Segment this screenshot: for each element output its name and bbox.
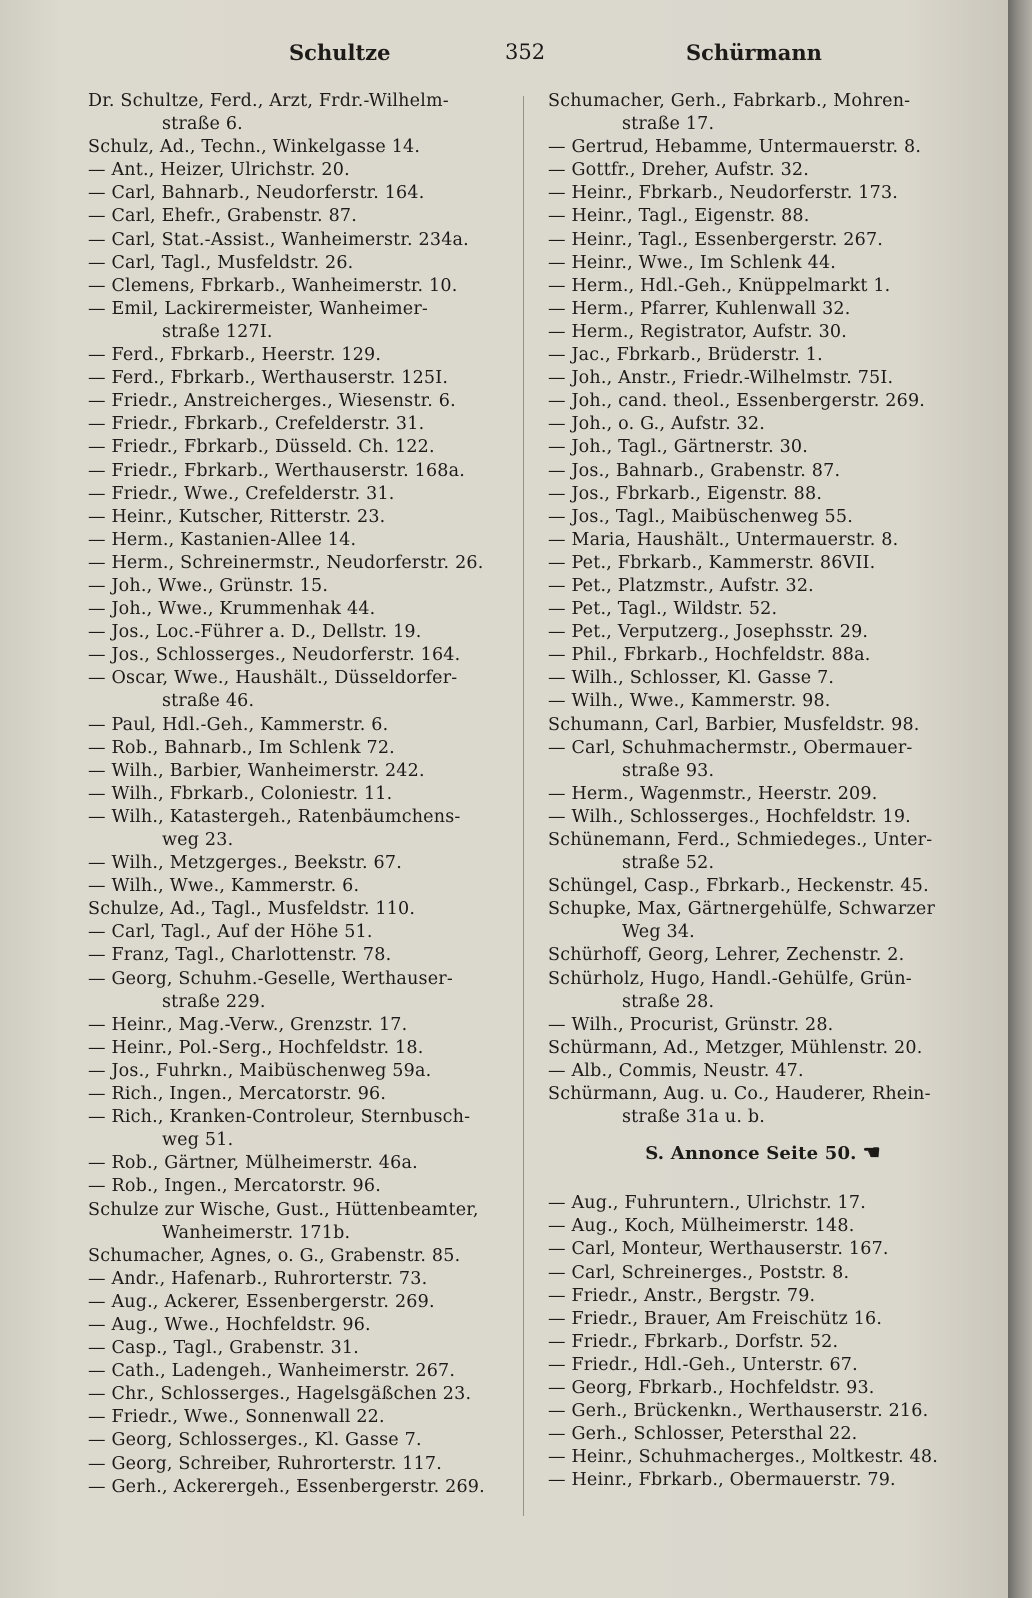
directory-entry bbox=[88, 321, 518, 344]
entry-text: — Herm., Pfarrer, Kuhlenwall 32. bbox=[548, 298, 851, 319]
entry-text: — Jos., Bahnarb., Grabenstr. 87. bbox=[548, 460, 841, 481]
directory-entry bbox=[88, 1152, 518, 1175]
directory-entry bbox=[88, 460, 518, 483]
directory-entry bbox=[548, 113, 978, 136]
directory-entry bbox=[88, 575, 518, 598]
entry-text: Schulze, Ad., Tagl., Musfeldstr. 110. bbox=[88, 899, 416, 920]
directory-entry bbox=[88, 714, 518, 737]
entry-text: — Aug., Koch, Mülheimerstr. 148. bbox=[548, 1216, 855, 1237]
entry-text: — Carl, Schuhmachermstr., Obermauer- bbox=[548, 737, 913, 758]
header-left-word: Schultze bbox=[289, 40, 391, 65]
entry-text: — Heinr., Fbrkarb., Obermauerstr. 79. bbox=[548, 1470, 896, 1491]
directory-entry bbox=[88, 1453, 518, 1476]
directory-entry bbox=[88, 829, 518, 852]
entry-text: Schupke, Max, Gärtnergehülfe, Schwarzer bbox=[548, 899, 936, 920]
directory-entry bbox=[88, 1383, 518, 1406]
directory-entry bbox=[548, 413, 978, 436]
directory-entry bbox=[548, 529, 978, 552]
entry-text: — Carl, Tagl., Auf der Höhe 51. bbox=[88, 922, 373, 943]
directory-entry bbox=[548, 737, 978, 760]
entry-text: — Wilh., Wwe., Kammerstr. 6. bbox=[88, 876, 360, 897]
directory-entry bbox=[548, 1354, 978, 1377]
entry-text: — Georg, Schuhm.-Geselle, Werthauser- bbox=[88, 968, 453, 989]
entry-text: — Carl, Tagl., Musfeldstr. 26. bbox=[88, 252, 354, 273]
entry-text: — Pet., Tagl., Wildstr. 52. bbox=[548, 599, 778, 620]
entry-text: Schüngel, Casp., Fbrkarb., Heckenstr. 45. bbox=[548, 876, 929, 897]
entry-text: — Pet., Platzmstr., Aufstr. 32. bbox=[548, 575, 814, 596]
entry-text: straße 6. bbox=[162, 114, 243, 135]
directory-entry bbox=[548, 1083, 978, 1106]
entry-text: — Gerh., Brückenkn., Werthauserstr. 216. bbox=[548, 1401, 929, 1422]
entry-text: — Joh., o. G., Aufstr. 32. bbox=[548, 414, 765, 435]
directory-entry bbox=[88, 667, 518, 690]
entry-text: Dr. Schultze, Ferd., Arzt, Frdr.-Wilhelm- bbox=[88, 91, 449, 111]
entry-text: — Friedr., Wwe., Sonnenwall 22. bbox=[88, 1407, 385, 1428]
entry-text: Schumacher, Agnes, o. G., Grabenstr. 85. bbox=[88, 1245, 461, 1266]
directory-entry bbox=[548, 367, 978, 390]
entry-text: — Joh., cand. theol., Essenbergerstr. 269. bbox=[548, 391, 926, 412]
entry-text: Schünemann, Ferd., Schmiedeges., Unter- bbox=[548, 830, 933, 850]
entry-text: — Heinr., Tagl., Eigenstr. 88. bbox=[548, 206, 810, 227]
entry-text: straße 229. bbox=[162, 991, 266, 1012]
entry-text: — Heinr., Tagl., Essenbergerstr. 267. bbox=[548, 229, 884, 250]
entry-text: Schumacher, Gerh., Fabrkarb., Mohren- bbox=[548, 91, 911, 111]
entry-text: — Wilh., Katastergeh., Ratenbäumchens- bbox=[88, 806, 461, 827]
directory-entry bbox=[548, 1215, 978, 1238]
directory-entry bbox=[548, 229, 978, 252]
entry-text: — Georg, Schlosserges., Kl. Gasse 7. bbox=[88, 1430, 422, 1451]
directory-entry bbox=[88, 390, 518, 413]
directory-entry bbox=[548, 644, 978, 667]
directory-entry bbox=[88, 1314, 518, 1337]
directory-entry bbox=[548, 344, 978, 367]
entry-text: — Gertrud, Hebamme, Untermauerstr. 8. bbox=[548, 137, 922, 158]
directory-entry bbox=[548, 483, 978, 506]
entry-text: — Wilh., Barbier, Wanheimerstr. 242. bbox=[88, 760, 425, 781]
directory-entry bbox=[88, 483, 518, 506]
directory-entry bbox=[548, 690, 978, 713]
entry-text: Schulz, Ad., Techn., Winkelgasse 14. bbox=[88, 137, 421, 158]
entry-text: straße 93. bbox=[622, 760, 715, 781]
entry-text: — Cath., Ladengeh., Wanheimerstr. 267. bbox=[88, 1361, 456, 1382]
entry-text: — Franz, Tagl., Charlottenstr. 78. bbox=[88, 945, 392, 966]
directory-entry bbox=[548, 390, 978, 413]
directory-entry bbox=[88, 252, 518, 275]
entry-text: — Friedr., Fbrkarb., Crefelderstr. 31. bbox=[88, 414, 425, 435]
entry-text: — Friedr., Fbrkarb., Dorfstr. 52. bbox=[548, 1331, 839, 1352]
entry-text: — Emil, Lackirermeister, Wanheimer- bbox=[88, 298, 429, 319]
entry-text: — Gerh., Schlosser, Petersthal 22. bbox=[548, 1424, 858, 1445]
entry-text: — Friedr., Hdl.-Geh., Unterstr. 67. bbox=[548, 1354, 858, 1375]
directory-entry bbox=[548, 667, 978, 690]
directory-entry bbox=[88, 1360, 518, 1383]
directory-entry bbox=[88, 1175, 518, 1198]
entry-text: — Herm., Registrator, Aufstr. 30. bbox=[548, 321, 848, 342]
directory-entry bbox=[88, 1268, 518, 1291]
entry-text: — Rich., Kranken-Controleur, Sternbusch- bbox=[88, 1107, 471, 1128]
entry-text: — Maria, Haushält., Untermauerstr. 8. bbox=[548, 529, 899, 550]
directory-entry bbox=[548, 252, 978, 275]
directory-entry bbox=[88, 1406, 518, 1429]
directory-entry bbox=[548, 1037, 978, 1060]
directory-entry bbox=[88, 159, 518, 182]
entry-text: — Jos., Fuhrkn., Maibüschenweg 59a. bbox=[88, 1060, 432, 1081]
directory-entry bbox=[548, 1106, 978, 1129]
entry-text: — Rob., Gärtner, Mülheimerstr. 46a. bbox=[88, 1153, 418, 1174]
header-right-word: Schürmann bbox=[686, 40, 822, 65]
entry-text: — Carl, Bahnarb., Neudorferstr. 164. bbox=[88, 183, 425, 204]
directory-entry bbox=[88, 898, 518, 921]
directory-entry bbox=[88, 1245, 518, 1268]
entry-text: Weg 34. bbox=[622, 922, 695, 943]
annonce-notice bbox=[548, 1132, 978, 1172]
directory-entry bbox=[548, 898, 978, 921]
entry-text: — Paul, Hdl.-Geh., Kammerstr. 6. bbox=[88, 714, 389, 735]
entry-text: — Wilh., Procurist, Grünstr. 28. bbox=[548, 1014, 834, 1035]
directory-entry bbox=[88, 436, 518, 459]
entry-text: — Heinr., Pol.-Serg., Hochfeldstr. 18. bbox=[88, 1037, 424, 1058]
entry-text: — Jos., Tagl., Maibüschenweg 55. bbox=[548, 506, 853, 527]
directory-entry bbox=[548, 829, 978, 852]
entry-text: — Carl, Schreinerges., Poststr. 8. bbox=[548, 1262, 850, 1283]
directory-entry bbox=[88, 1083, 518, 1106]
directory-entry bbox=[88, 1199, 518, 1222]
directory-entry bbox=[548, 1262, 978, 1285]
entry-text: — Rob., Bahnarb., Im Schlenk 72. bbox=[88, 737, 395, 758]
entry-text: — Wilh., Schlosser, Kl. Gasse 7. bbox=[548, 668, 835, 689]
directory-entry bbox=[88, 205, 518, 228]
directory-entry bbox=[548, 321, 978, 344]
entry-text: straße 52. bbox=[622, 853, 715, 874]
entry-text: — Jac., Fbrkarb., Brüderstr. 1. bbox=[548, 345, 823, 366]
entry-text: — Ferd., Fbrkarb., Heerstr. 129. bbox=[88, 345, 382, 366]
directory-entry bbox=[88, 1291, 518, 1314]
entry-text: — Herm., Wagenmstr., Heerstr. 209. bbox=[548, 783, 878, 804]
directory-entry bbox=[88, 344, 518, 367]
entry-text: straße 127I. bbox=[162, 321, 273, 342]
entry-text: — Clemens, Fbrkarb., Wanheimerstr. 10. bbox=[88, 275, 458, 296]
entry-text: — Gerh., Ackerergeh., Essenbergerstr. 269. bbox=[88, 1476, 485, 1497]
entry-text: — Joh., Wwe., Grünstr. 15. bbox=[88, 575, 329, 596]
directory-entry bbox=[88, 136, 518, 159]
directory-entry bbox=[88, 968, 518, 991]
directory-entry bbox=[548, 1285, 978, 1308]
directory-entry bbox=[548, 991, 978, 1014]
directory-entry bbox=[548, 460, 978, 483]
directory-entry bbox=[88, 1037, 518, 1060]
directory-entry bbox=[548, 506, 978, 529]
page-header bbox=[0, 40, 1008, 74]
directory-entry bbox=[88, 1429, 518, 1452]
entry-text: — Herm., Kastanien-Allee 14. bbox=[88, 529, 357, 550]
directory-entry bbox=[548, 944, 978, 967]
entry-text: — Joh., Wwe., Krummenhak 44. bbox=[88, 599, 376, 620]
entry-text: weg 51. bbox=[162, 1130, 234, 1151]
directory-entry bbox=[548, 875, 978, 898]
directory-entry bbox=[548, 1238, 978, 1261]
directory-entry bbox=[88, 298, 518, 321]
directory-entry bbox=[548, 136, 978, 159]
directory-entry bbox=[548, 714, 978, 737]
directory-entry bbox=[88, 737, 518, 760]
directory-entry bbox=[88, 367, 518, 390]
directory-entry bbox=[548, 1014, 978, 1037]
entry-text: — Pet., Verputzerg., Josephsstr. 29. bbox=[548, 622, 869, 643]
entry-text: — Georg, Schreiber, Ruhrorterstr. 117. bbox=[88, 1453, 443, 1474]
entry-text: — Chr., Schlosserges., Hagelsgäßchen 23. bbox=[88, 1384, 472, 1405]
entry-text: — Carl, Monteur, Werthauserstr. 167. bbox=[548, 1239, 889, 1260]
entry-text: — Ant., Heizer, Ulrichstr. 20. bbox=[88, 160, 350, 181]
entry-text: Schulze zur Wische, Gust., Hüttenbeamter, bbox=[88, 1199, 479, 1220]
entry-text: — Pet., Fbrkarb., Kammerstr. 86VII. bbox=[548, 552, 876, 573]
directory-entry bbox=[548, 1377, 978, 1400]
directory-entry bbox=[548, 806, 978, 829]
entry-text: — Wilh., Wwe., Kammerstr. 98. bbox=[548, 691, 831, 712]
directory-entry bbox=[88, 875, 518, 898]
entry-text: — Wilh., Fbrkarb., Coloniestr. 11. bbox=[88, 783, 393, 804]
entry-text: straße 46. bbox=[162, 691, 255, 712]
entry-text: — Heinr., Fbrkarb., Neudorferstr. 173. bbox=[548, 183, 899, 204]
entry-text: Schumann, Carl, Barbier, Musfeldstr. 98. bbox=[548, 714, 920, 735]
directory-entry bbox=[548, 1308, 978, 1331]
entry-text: — Alb., Commis, Neustr. 47. bbox=[548, 1060, 804, 1081]
entry-text: — Carl, Stat.-Assist., Wanheimerstr. 234a. bbox=[88, 229, 469, 250]
directory-entry bbox=[548, 1060, 978, 1083]
directory-entry bbox=[548, 205, 978, 228]
page-number: 352 bbox=[505, 40, 546, 64]
directory-entry bbox=[88, 229, 518, 252]
entry-text: — Joh., Anstr., Friedr.-Wilhelmstr. 75I. bbox=[548, 368, 894, 389]
entry-text: — Oscar, Wwe., Haushält., Düsseldorfer- bbox=[88, 668, 458, 689]
directory-entry bbox=[548, 1446, 978, 1469]
entry-text: straße 31a u. b. bbox=[622, 1107, 766, 1128]
entry-text: — Aug., Wwe., Hochfeldstr. 96. bbox=[88, 1314, 371, 1335]
entry-text: — Gottfr., Dreher, Aufstr. 32. bbox=[548, 160, 809, 181]
directory-entry bbox=[548, 275, 978, 298]
entry-text: — Jos., Loc.-Führer a. D., Dellstr. 19. bbox=[88, 622, 422, 643]
entry-text: straße 17. bbox=[622, 114, 715, 135]
directory-entry bbox=[548, 1423, 978, 1446]
entry-text: — Rich., Ingen., Mercatorstr. 96. bbox=[88, 1084, 387, 1105]
left-column bbox=[88, 90, 518, 1499]
directory-entry bbox=[88, 1337, 518, 1360]
directory-entry bbox=[548, 182, 978, 205]
directory-entry bbox=[88, 621, 518, 644]
directory-entry bbox=[88, 182, 518, 205]
directory-entry bbox=[88, 690, 518, 713]
column-divider bbox=[523, 96, 524, 1516]
entry-text: — Heinr., Wwe., Im Schlenk 44. bbox=[548, 252, 837, 273]
entry-text: — Ferd., Fbrkarb., Werthauserstr. 125I. bbox=[88, 368, 449, 389]
entry-text: — Friedr., Anstr., Bergstr. 79. bbox=[548, 1285, 816, 1306]
directory-entry bbox=[88, 1060, 518, 1083]
entry-text: — Heinr., Mag.-Verw., Grenzstr. 17. bbox=[88, 1014, 408, 1035]
entry-text: — Andr., Hafenarb., Ruhrorterstr. 73. bbox=[88, 1268, 428, 1289]
directory-entry bbox=[88, 113, 518, 136]
entry-text: Schürmann, Aug. u. Co., Hauderer, Rhein- bbox=[548, 1084, 931, 1105]
directory-entry bbox=[88, 552, 518, 575]
directory-entry bbox=[548, 298, 978, 321]
directory-entry bbox=[88, 529, 518, 552]
entry-text: — Heinr., Schuhmacherges., Moltkestr. 48. bbox=[548, 1447, 938, 1468]
directory-entry bbox=[548, 1192, 978, 1215]
directory-entry bbox=[88, 921, 518, 944]
directory-entry bbox=[548, 436, 978, 459]
directory-entry bbox=[88, 760, 518, 783]
directory-entry bbox=[88, 90, 518, 113]
directory-entry bbox=[548, 760, 978, 783]
directory-entry bbox=[88, 1014, 518, 1037]
entry-text: Schürholz, Hugo, Handl.-Gehülfe, Grün- bbox=[548, 968, 912, 989]
entry-text: — Jos., Schlosserges., Neudorferstr. 164. bbox=[88, 645, 461, 666]
entry-text: — Georg, Fbrkarb., Hochfeldstr. 93. bbox=[548, 1377, 875, 1398]
directory-entry bbox=[88, 1129, 518, 1152]
directory-entry bbox=[88, 506, 518, 529]
entry-text: — Friedr., Fbrkarb., Werthauserstr. 168a. bbox=[88, 460, 466, 481]
entry-text: — Friedr., Fbrkarb., Düsseld. Ch. 122. bbox=[88, 437, 435, 458]
pointing-hand-icon: ☚ bbox=[862, 1140, 881, 1165]
directory-entry bbox=[88, 644, 518, 667]
directory-entry bbox=[88, 944, 518, 967]
directory-entry bbox=[548, 90, 978, 113]
directory-entry bbox=[548, 621, 978, 644]
directory-entry bbox=[548, 575, 978, 598]
entry-text: Wanheimerstr. 171b. bbox=[162, 1222, 351, 1243]
entry-text: — Joh., Tagl., Gärtnerstr. 30. bbox=[548, 437, 809, 458]
entry-text: — Wilh., Schlosserges., Hochfeldstr. 19. bbox=[548, 806, 911, 827]
directory-entry bbox=[548, 852, 978, 875]
directory-entry bbox=[548, 921, 978, 944]
entry-text: — Rob., Ingen., Mercatorstr. 96. bbox=[88, 1176, 381, 1197]
entry-text: straße 28. bbox=[622, 991, 715, 1012]
entry-text: — Phil., Fbrkarb., Hochfeldstr. 88a. bbox=[548, 645, 871, 666]
right-column bbox=[548, 90, 978, 1492]
entry-text: — Carl, Ehefr., Grabenstr. 87. bbox=[88, 206, 358, 227]
directory-entry bbox=[88, 806, 518, 829]
directory-entry bbox=[88, 413, 518, 436]
entry-text: — Casp., Tagl., Grabenstr. 31. bbox=[88, 1338, 360, 1359]
directory-entry bbox=[548, 1469, 978, 1492]
entry-text: — Aug., Ackerer, Essenbergerstr. 269. bbox=[88, 1291, 435, 1312]
directory-entry bbox=[88, 1476, 518, 1499]
entry-text: — Heinr., Kutscher, Ritterstr. 23. bbox=[88, 506, 386, 527]
entry-text: — Herm., Hdl.-Geh., Knüppelmarkt 1. bbox=[548, 275, 891, 296]
entry-text: Schürmann, Ad., Metzger, Mühlenstr. 20. bbox=[548, 1037, 923, 1058]
directory-entry bbox=[548, 1400, 978, 1423]
entry-text: — Friedr., Wwe., Crefelderstr. 31. bbox=[88, 483, 395, 504]
directory-entry bbox=[88, 275, 518, 298]
entry-text: — Friedr., Brauer, Am Freischütz 16. bbox=[548, 1308, 883, 1329]
page-edge-shadow bbox=[1008, 0, 1032, 1598]
entry-text: — Aug., Fuhruntern., Ulrichstr. 17. bbox=[548, 1193, 866, 1214]
directory-entry bbox=[88, 598, 518, 621]
directory-entry bbox=[548, 159, 978, 182]
entry-text: — Jos., Fbrkarb., Eigenstr. 88. bbox=[548, 483, 823, 504]
entry-text: weg 23. bbox=[162, 830, 234, 850]
directory-entry bbox=[88, 991, 518, 1014]
directory-entry bbox=[88, 783, 518, 806]
entry-text: — Wilh., Metzgerges., Beekstr. 67. bbox=[88, 853, 402, 874]
entry-text: — Herm., Schreinermstr., Neudorferstr. 26. bbox=[88, 552, 484, 573]
directory-entry bbox=[88, 1222, 518, 1245]
directory-entry bbox=[548, 598, 978, 621]
entry-text: — Friedr., Anstreicherges., Wiesenstr. 6. bbox=[88, 391, 456, 412]
entry-text: Schürhoff, Georg, Lehrer, Zechenstr. 2. bbox=[548, 945, 905, 966]
entry-text: S. Annonce Seite 50. bbox=[645, 1143, 857, 1165]
directory-entry bbox=[88, 852, 518, 875]
directory-entry bbox=[548, 1331, 978, 1354]
directory-entry bbox=[548, 968, 978, 991]
directory-entry bbox=[548, 552, 978, 575]
directory-entry bbox=[88, 1106, 518, 1129]
directory-entry bbox=[548, 783, 978, 806]
